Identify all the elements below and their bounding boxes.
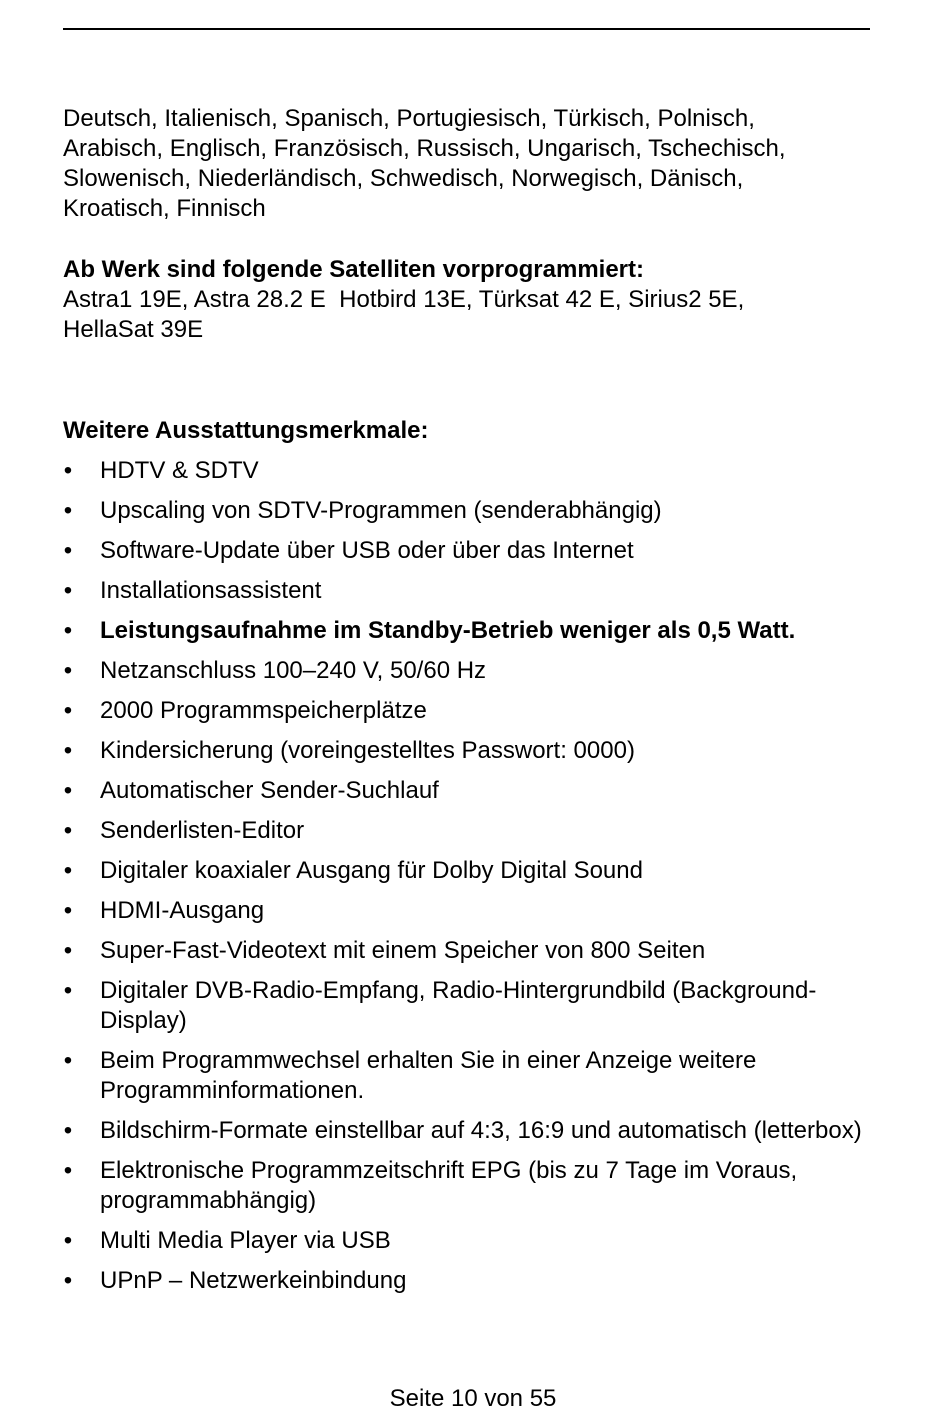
features-list [63, 456, 893, 1296]
satellites-line: HellaSat 39E [63, 316, 204, 343]
bullet-icon: • [63, 457, 73, 484]
bullet-icon: • [63, 937, 73, 964]
features-heading: Weitere Ausstattungsmerkmale: [63, 417, 429, 444]
languages-line: Arabisch, Englisch, Französisch, Russisch, Ungarisch, Tschechisch, [63, 135, 786, 162]
bullet-icon: • [63, 657, 73, 684]
bullet-icon: • [63, 977, 73, 1004]
page-content [63, 104, 893, 1306]
bullet-icon: • [63, 857, 73, 884]
bullet-icon: • [63, 777, 73, 804]
feature-text: Installationsassistent [100, 577, 322, 604]
feature-text: HDMI-Ausgang [100, 897, 265, 924]
feature-text: 2000 Programmspeicherplätze [100, 697, 427, 724]
feature-text: Multi Media Player via USB [100, 1227, 391, 1254]
feature-list-item [63, 1046, 893, 1106]
bullet-icon: • [63, 817, 73, 844]
features-section [63, 416, 893, 1296]
satellites-heading: Ab Werk sind folgende Satelliten vorprogrammiert: [63, 256, 644, 283]
feature-text: UPnP – Netzwerkeinbindung [100, 1267, 407, 1294]
feature-list-item [63, 1266, 893, 1296]
satellites-section [63, 255, 893, 345]
header-divider [63, 28, 870, 30]
feature-text: Kindersicherung (voreingestelltes Passwort: 0000) [100, 737, 635, 764]
satellites-line: Astra1 19E, Astra 28.2 E Hotbird 13E, Türksat 42 E, Sirius2 5E, [63, 286, 745, 313]
bullet-icon: • [63, 897, 73, 924]
feature-list-item [63, 496, 893, 526]
bullet-icon: • [63, 1157, 73, 1184]
languages-paragraph [63, 104, 893, 224]
feature-list-item [63, 656, 893, 686]
feature-list-item [63, 896, 893, 926]
page-footer [0, 1384, 950, 1414]
feature-list-item [63, 1116, 893, 1146]
bullet-icon: • [63, 617, 73, 644]
feature-text: Leistungsaufnahme im Standby-Betrieb weniger als 0,5 Watt. [100, 617, 796, 644]
languages-line: Deutsch, Italienisch, Spanisch, Portugiesisch, Türkisch, Polnisch, [63, 105, 755, 132]
feature-text: Beim Programmwechsel erhalten Sie in einer Anzeige weitere Programminformationen. [100, 1047, 757, 1104]
feature-list-item [63, 736, 893, 766]
feature-list-item [63, 1226, 893, 1256]
feature-list-item [63, 1156, 893, 1216]
feature-text: Digitaler koaxialer Ausgang für Dolby Digital Sound [100, 857, 643, 884]
bullet-icon: • [63, 1267, 73, 1294]
bullet-icon: • [63, 1117, 73, 1144]
feature-text: Netzanschluss 100–240 V, 50/60 Hz [100, 657, 487, 684]
bullet-icon: • [63, 1047, 73, 1074]
bullet-icon: • [63, 537, 73, 564]
feature-list-item [63, 976, 893, 1036]
bullet-icon: • [63, 737, 73, 764]
feature-text: Elektronische Programmzeitschrift EPG (bis zu 7 Tage im Voraus, programmabhängig) [100, 1157, 798, 1214]
feature-list-item [63, 776, 893, 806]
feature-text: Digitaler DVB-Radio-Empfang, Radio-Hintergrundbild (Background-Display) [100, 977, 817, 1034]
feature-list-item [63, 936, 893, 966]
bullet-icon: • [63, 497, 73, 524]
bullet-icon: • [63, 697, 73, 724]
page-number: Seite 10 von 55 [389, 1385, 557, 1412]
feature-list-item [63, 696, 893, 726]
feature-list-item [63, 456, 893, 486]
feature-text: Bildschirm-Formate einstellbar auf 4:3, 16:9 und automatisch (letterbox) [100, 1117, 862, 1144]
bullet-icon: • [63, 1227, 73, 1254]
feature-text: Super-Fast-Videotext mit einem Speicher von 800 Seiten [100, 937, 706, 964]
languages-line: Kroatisch, Finnisch [63, 195, 266, 222]
languages-line: Slowenisch, Niederländisch, Schwedisch, Norwegisch, Dänisch, [63, 165, 744, 192]
satellites-list [63, 285, 893, 345]
feature-list-item [63, 616, 893, 646]
feature-text: Upscaling von SDTV-Programmen (senderabhängig) [100, 497, 662, 524]
feature-text: HDTV & SDTV [100, 457, 259, 484]
bullet-icon: • [63, 577, 73, 604]
feature-text: Automatischer Sender-Suchlauf [100, 777, 439, 804]
feature-list-item [63, 536, 893, 566]
feature-list-item [63, 856, 893, 886]
feature-text: Senderlisten-Editor [100, 817, 305, 844]
feature-list-item [63, 576, 893, 606]
feature-text: Software-Update über USB oder über das Internet [100, 537, 634, 564]
feature-list-item [63, 816, 893, 846]
